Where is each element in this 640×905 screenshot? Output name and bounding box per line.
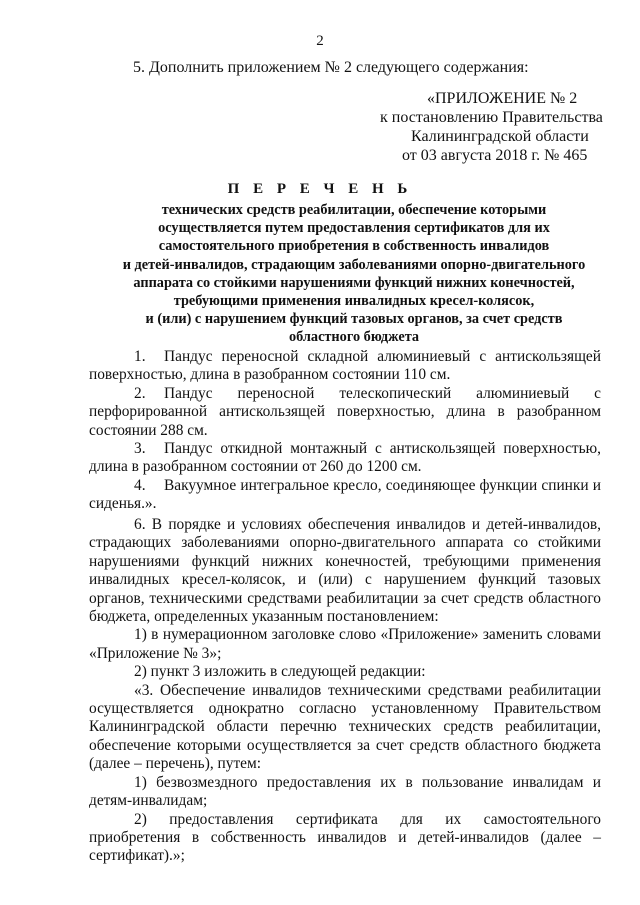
item-number: 4. — [134, 476, 146, 494]
paragraph: 2) предоставления сертификата для их самостоятельного приобретения в собственность инвалидов и детей-инвалидов (далее – сертификат).»; — [89, 810, 601, 865]
subtitle-line: и (или) с нарушением функций тазовых органов, за счет средств — [145, 311, 563, 328]
subtitle-line: требующими применения инвалидных кресел-колясок, — [173, 293, 535, 310]
amendment-section — [89, 516, 601, 866]
paragraph: 1) в нумерационном заголовке слово «Приложение» заменить словами «Приложение № 3»; — [89, 626, 601, 662]
equipment-list — [89, 348, 601, 514]
subtitle-line: и детей-инвалидов, страдающим заболеваниями опорно-двигательного — [122, 256, 586, 273]
paragraph: 6. В порядке и условиях обеспечения инвалидов и детей-инвалидов, страдающих заболеваниями опорно-двигательного аппарата со стойкими нарушениями функций нижних конечностей, требующими применения инвалидных кресел-колясок, и (или) с нарушением функций тазовых органов, техническими средствами реабилитации за счет средств областного бюджета, определенных указанным постановлением: — [89, 516, 601, 626]
appendix-decree: к постановлению Правительства — [380, 109, 603, 126]
subtitle-line: областного бюджета — [288, 329, 420, 346]
subtitle-line: технических средств реабилитации, обеспечение которыми — [161, 202, 547, 218]
list-item — [89, 477, 601, 514]
subtitle-line: аппарата со стойкими нарушениями функций нижних конечностей, — [133, 274, 575, 291]
list-item — [89, 385, 601, 440]
appendix-title: «ПРИЛОЖЕНИЕ № 2 — [427, 90, 578, 107]
item-text: Пандус переносной складной алюминиевый с антискользящей поверхностью, длина в разобранном состоянии 110 см. — [89, 348, 601, 384]
item-text: Пандус переносной телескопический алюминиевый с перфорированной антискользящей поверхностью, длина в разобранном состоянии 288 см. — [89, 384, 601, 439]
list-item — [89, 348, 601, 385]
item-number: 1. — [134, 348, 146, 365]
list-subtitle — [96, 201, 612, 347]
paragraph: «3. Обеспечение инвалидов техническими средствами реабилитации осуществляется однократно согласно установленному Правительством Калининградской области перечню технических средств реабилитации, обеспечение которыми осуществляется за счет средств областного бюджета (далее – перечень), путем: — [89, 681, 601, 773]
page-number: 2 — [316, 33, 324, 49]
paragraph: 2) пункт 3 изложить в следующей редакции: — [134, 663, 426, 681]
subtitle-line: осуществляется путем предоставления сертификатов для их — [158, 220, 550, 237]
list-heading: П Е Р Е Ч Е Н Ь — [227, 181, 413, 197]
intro-paragraph: 5. Дополнить приложением № 2 следующего содержания: — [133, 59, 529, 76]
subtitle-line: самостоятельного приобретения в собственность инвалидов — [158, 238, 550, 255]
appendix-date: от 03 августа 2018 г. № 465 — [402, 147, 588, 164]
item-text: Вакуумное интегральное кресло, соединяющее функции спинки и сиденья.». — [89, 476, 601, 513]
list-item — [89, 440, 601, 477]
item-text: Пандус откидной монтажный с антискользящей поверхностью, длина в разобранном состоянии от 260 до 1200 см. — [89, 440, 601, 476]
item-number: 3. — [134, 440, 146, 458]
paragraph: 1) безвозмездного предоставления их в пользование инвалидам и детям-инвалидам; — [89, 773, 601, 810]
item-number: 2. — [134, 384, 146, 402]
appendix-region: Калининградской области — [411, 128, 589, 145]
